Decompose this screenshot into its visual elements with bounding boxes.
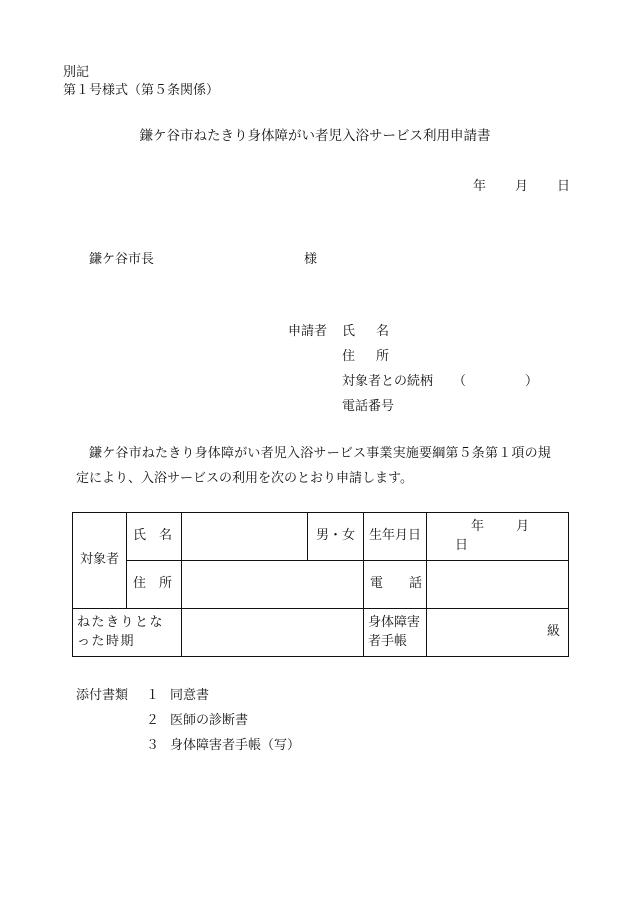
handbook-label-cell [364, 609, 427, 657]
sex-cell[interactable] [308, 513, 364, 561]
relation-label: 対象者との続柄 [342, 374, 434, 389]
subject-label: 対象者 [79, 552, 119, 568]
dob-year-label: 年 [471, 518, 485, 534]
dob-value-cell[interactable] [427, 513, 569, 561]
dob-label: 生年月日 [368, 528, 421, 544]
grade-label: 級 [546, 624, 560, 640]
applicant-name-label-part2: 名 [376, 324, 390, 339]
attachment-item: 同意書 [170, 688, 210, 703]
address-value-cell[interactable] [182, 561, 364, 609]
name-value-cell[interactable] [182, 513, 308, 561]
applicant-phone-label: 電話番号 [342, 399, 395, 414]
attachment-item: 身体障害者手帳（写） [170, 738, 301, 753]
addressee-name: 鎌ケ谷市長 [89, 252, 155, 267]
name-label: 氏 名 [133, 528, 173, 544]
relation-bracket-close: ） [525, 374, 539, 389]
address-label: 住 所 [133, 576, 173, 592]
subject-label-cell [73, 513, 127, 609]
phone-label-cell [364, 561, 427, 609]
bedridden-label-cell [73, 609, 182, 657]
name-label-cell [127, 513, 182, 561]
sex-label: 男・女 [315, 528, 355, 544]
attachment-number: ３ [146, 738, 160, 753]
relation-bracket-open: （ [453, 374, 467, 389]
applicant-address-label-part1: 住 [342, 349, 356, 364]
attachment-item: 医師の診断書 [170, 713, 249, 728]
attachments-label: 添付書類 [76, 688, 129, 703]
attachment-number: １ [146, 688, 160, 703]
applicant-name-label-part1: 氏 [342, 324, 356, 339]
applicant-label: 申請者 [288, 324, 328, 339]
document-title: 鎌ケ谷市ねたきり身体障がい者児入浴サービス利用申請書 [139, 128, 491, 144]
form-number: 第１号様式（第５条関係） [63, 83, 220, 98]
attachment-number: ２ [146, 713, 160, 728]
date-year-label: 年 [473, 179, 487, 194]
address-label-cell [127, 561, 182, 609]
dob-day-label: 日 [455, 537, 469, 553]
handbook-grade-cell[interactable] [427, 609, 569, 657]
phone-label: 電 話 [370, 576, 423, 592]
bedridden-label: ねたきりとなった時期 [77, 614, 165, 649]
subject-info-table [72, 512, 569, 657]
phone-value-cell[interactable] [427, 561, 569, 609]
handbook-label: 身体障害者手帳 [368, 614, 421, 649]
body-text-line1: 鎌ケ谷市ねたきり身体障がい者児入浴サービス事業実施要綱第５条第１項の規 [89, 446, 552, 461]
addressee-honorific: 様 [304, 252, 318, 267]
body-text-line2: 定により、入浴サービスの利用を次のとおり申請します。 [76, 471, 413, 486]
applicant-address-label-part2: 所 [376, 349, 390, 364]
bedridden-value-cell[interactable] [182, 609, 364, 657]
annex-label: 別記 [63, 65, 90, 80]
dob-label-cell [364, 513, 427, 561]
date-day-label: 日 [557, 179, 571, 194]
dob-month-label: 月 [516, 518, 530, 534]
date-month-label: 月 [515, 179, 529, 194]
